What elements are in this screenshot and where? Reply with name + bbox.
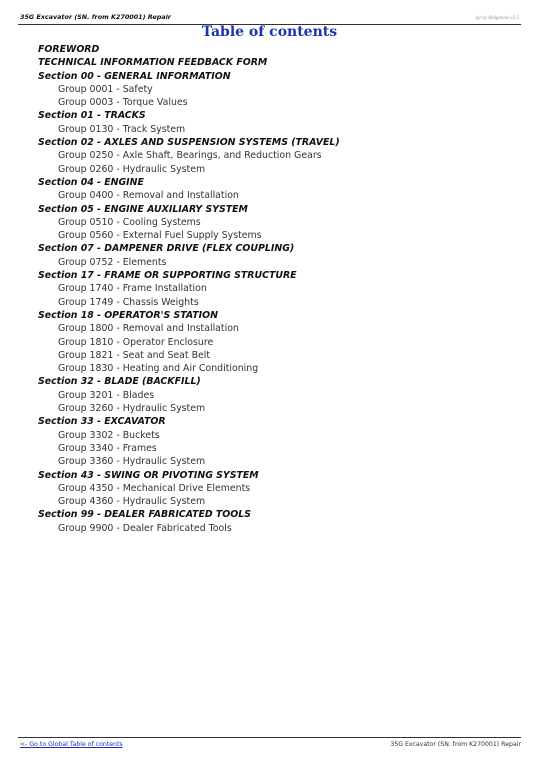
toc-group-link[interactable]: Group 0001 - Safety [58, 83, 153, 95]
toc-group-link[interactable]: Group 3201 - Blades [58, 389, 155, 401]
toc-group-link[interactable]: Group 3302 - Buckets [58, 429, 160, 441]
toc-group-link[interactable]: Group 4360 - Hydraulic System [58, 496, 206, 508]
toc-section-link[interactable]: FOREWORD [38, 44, 100, 55]
toc-section-link[interactable]: TECHNICAL INFORMATION FEEDBACK FORM [38, 57, 268, 69]
toc-group-link[interactable]: Group 0130 - Track System [58, 123, 186, 135]
toc-section-link[interactable]: Section 18 - OPERATOR'S STATION [38, 309, 218, 321]
toc-group-link[interactable]: Group 1749 - Chassis Weights [58, 296, 199, 308]
global-toc-link[interactable]: <- Go to Global Table of contents [20, 741, 123, 748]
page-footer [18, 737, 521, 752]
toc-group-link[interactable]: Group 0003 - Torque Values [58, 97, 188, 109]
toc-section-link[interactable]: Section 32 - BLADE (BACKFILL) [38, 376, 201, 388]
toc-group-link[interactable]: Group 3260 - Hydraulic System [58, 403, 206, 415]
toc-group-link[interactable]: Group 1830 - Heating and Air Conditioning [58, 363, 259, 375]
toc-group-link[interactable]: Group 1810 - Operator Enclosure [58, 336, 214, 348]
toc-list [0, 43, 539, 535]
toc-section-link[interactable]: Section 01 - TRACKS [38, 110, 146, 122]
toc-group-link[interactable]: Group 0260 - Hydraulic System [58, 163, 206, 175]
header-title: 35G Excavator (SN. from K270001) Repair [20, 13, 171, 21]
page-header [18, 10, 521, 25]
toc-group-link[interactable]: Group 0400 - Removal and Installation [58, 190, 239, 202]
toc-group-link[interactable]: Group 0250 - Axle Shaft, Bearings, and Reduction Gears [58, 150, 322, 162]
toc-group-link[interactable]: Group 3340 - Frames [58, 442, 157, 454]
toc-section-link[interactable]: Section 02 - AXLES AND SUSPENSION SYSTEMS (TRAVEL) [38, 137, 340, 149]
toc-heading: Table of contents [201, 24, 338, 40]
toc-section-link[interactable]: Section 17 - FRAME OR SUPPORTING STRUCTURE [38, 270, 297, 282]
toc-group-link[interactable]: Group 9900 - Dealer Fabricated Tools [58, 522, 232, 534]
toc-section-link[interactable]: Section 43 - SWING OR PIVOTING SYSTEM [38, 469, 259, 481]
toc-group-link[interactable]: Group 1800 - Removal and Installation [58, 323, 239, 335]
toc-section-link[interactable]: Section 99 - DEALER FABRICATED TOOLS [38, 509, 251, 521]
toc-group-link[interactable]: Group 3360 - Hydraulic System [58, 456, 206, 468]
toc-group-link[interactable]: Group 0560 - External Fuel Supply Systems [58, 230, 262, 242]
toc-section-link[interactable]: Section 33 - EXCAVATOR [38, 416, 166, 428]
toc-group-link[interactable]: Group 1740 - Frame Installation [58, 283, 207, 295]
toc-section-link[interactable]: Section 04 - ENGINE [38, 176, 144, 188]
footer-title: 35G Excavator (SN. from K270001) Repair [390, 741, 521, 748]
toc-group-link[interactable]: Group 1821 - Seat and Seat Belt [58, 349, 211, 361]
toc-section-link[interactable]: Section 07 - DAMPENER DRIVE (FLEX COUPLING) [38, 243, 295, 255]
toc-section-link[interactable]: Section 00 - GENERAL INFORMATION [38, 70, 231, 82]
header-credit: (g) by Ballgonise v2.3 [475, 15, 519, 20]
toc-section-link[interactable]: Section 05 - ENGINE AUXILIARY SYSTEM [38, 203, 248, 215]
toc-group-link[interactable]: Group 4350 - Mechanical Drive Elements [58, 482, 251, 494]
toc-group-link[interactable]: Group 0510 - Cooling Systems [58, 216, 201, 228]
toc-group-link[interactable]: Group 0752 - Elements [58, 256, 167, 268]
